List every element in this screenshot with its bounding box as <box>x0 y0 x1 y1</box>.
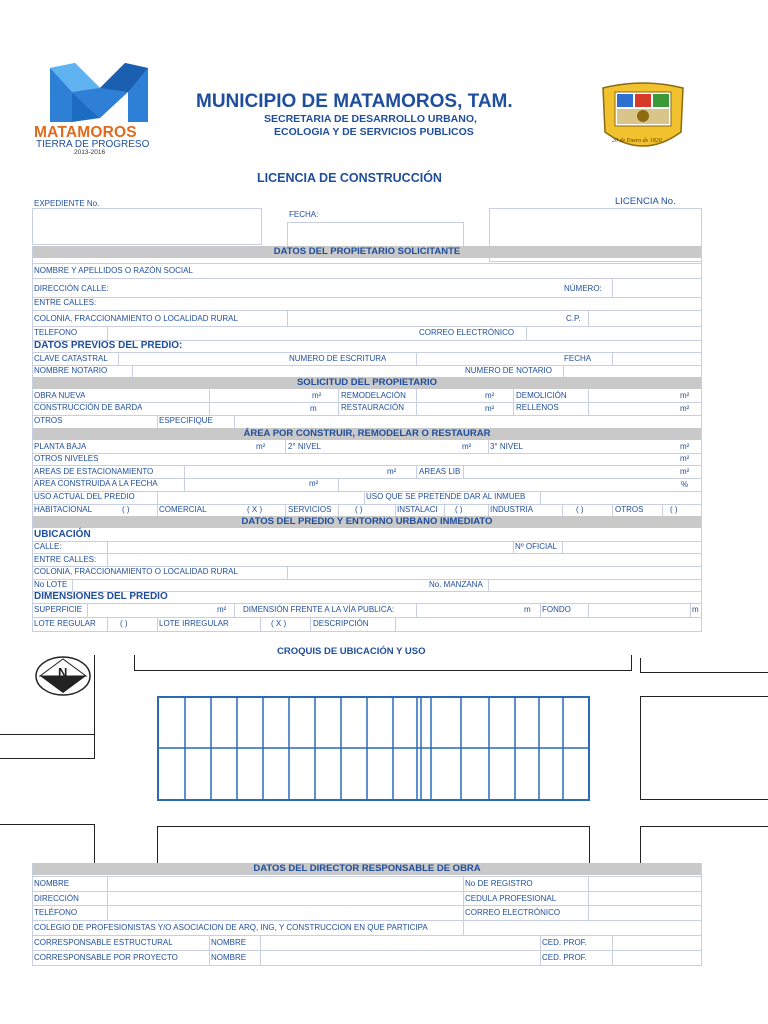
telefono-label: TELEFONO <box>34 328 78 337</box>
section-header-director: DATOS DEL DIRECTOR RESPONSABLE DE OBRA <box>32 863 702 875</box>
page-title: MUNICIPIO DE MATAMOROS, TAM. <box>196 91 513 112</box>
m2-unit: m² <box>680 442 690 451</box>
entre-calles-label: ENTRE CALLES: <box>34 298 97 307</box>
construida-label: AREA CONSTRUIDA A LA FECHA <box>34 479 158 488</box>
rellenos-label: RELLENOS <box>516 403 559 412</box>
nivel3-label: 3° NIVEL <box>490 442 523 451</box>
uso-actual-label: USO ACTUAL DEL PREDIO <box>34 492 135 501</box>
m2-unit: m² <box>312 391 322 400</box>
block-top-right <box>640 658 768 673</box>
servicios-label: SERVICIOS <box>288 505 332 514</box>
m-unit: m <box>692 605 699 614</box>
estructural-cedula-label: CED. PROF. <box>542 938 587 947</box>
director-nombre-label: NOMBRE <box>34 879 70 888</box>
page-subtitle-1: SECRETARIA DE DESARROLLO URBANO, <box>264 113 477 125</box>
m2-unit: m² <box>680 391 690 400</box>
m-unit: m <box>310 404 317 413</box>
registro-label: No DE REGISTRO <box>465 879 533 888</box>
section-title-ubicacion: UBICACIÓN <box>34 529 91 540</box>
correo-label: CORREO ELECTRÓNICO <box>419 328 515 337</box>
colegio-label: COLEGIO DE PROFESIONISTAS Y/O ASOCIACION DE ARQ, ING, Y CONSTRUCCION EN QUE PARTICIPA <box>34 923 428 932</box>
building-block <box>157 696 590 801</box>
servicios-check[interactable]: ( ) <box>355 505 363 514</box>
direccion-label: DIRECCIÓN CALLE: <box>34 284 109 293</box>
section-header-propietario: DATOS DEL PROPIETARIO SOLICITANTE <box>32 246 702 258</box>
habitacional-label: HABITACIONAL <box>34 505 93 514</box>
comercial-label: COMERCIAL <box>159 505 207 514</box>
frente-label: DIMENSIÓN FRENTE A LA VÍA PUBLICA: <box>243 605 395 614</box>
expediente-label: EXPEDIENTE No. <box>34 199 100 208</box>
otros-niveles-label: OTROS NIVELES <box>34 454 99 463</box>
croquis-title: CROQUIS DE UBICACIÓN Y USO <box>277 646 426 657</box>
proyecto-nombre-label: NOMBRE <box>211 953 247 962</box>
section-title-dimensiones: DIMENSIONES DEL PREDIO <box>34 591 168 602</box>
m2-unit: m² <box>680 467 690 476</box>
proyecto-label: CORRESPONSABLE POR PROYECTO <box>34 953 178 962</box>
manzana-label: No. MANZANA <box>429 580 483 589</box>
m2-unit: m² <box>680 454 690 463</box>
m-unit: m <box>524 605 531 614</box>
superficie-label: SUPERFICIE <box>34 605 83 614</box>
escritura-label: NUMERO DE ESCRITURA <box>289 354 387 363</box>
entorno-entre-calles-label: ENTRE CALLES: <box>34 555 97 564</box>
m2-unit: m² <box>485 404 495 413</box>
page-subtitle-2: ECOLOGIA Y DE SERVICIOS PUBLICOS <box>274 126 474 138</box>
planta-baja-label: PLANTA BAJA <box>34 442 87 451</box>
m2-unit: m² <box>485 391 495 400</box>
fecha-previos-label: FECHA <box>564 354 592 363</box>
proyecto-cedula-label: CED. PROF. <box>542 953 587 962</box>
clave-label: CLAVE CATASTRAL <box>34 354 108 363</box>
industria-check[interactable]: ( ) <box>576 505 584 514</box>
expediente-input[interactable] <box>32 208 262 245</box>
lote-irregular-label: LOTE IRREGULAR <box>159 619 229 628</box>
industria-label: INDUSTRIA <box>490 505 534 514</box>
estacionamiento-label: AREAS DE ESTACIONAMIENTO <box>34 467 154 476</box>
director-direccion-label: DIRECCIÓN <box>34 894 79 903</box>
m2-unit: m² <box>217 605 227 614</box>
calle-label: CALLE: <box>34 542 62 551</box>
coat-of-arms-icon <box>597 80 689 156</box>
demolicion-label: DEMOLICIÓN <box>516 391 567 400</box>
director-correo-label: CORREO ELECTRÓNICO <box>465 908 561 917</box>
fecha-label: FECHA: <box>289 210 319 219</box>
nombre-label: NOMBRE Y APELLIDOS O RAZÓN SOCIAL <box>34 266 193 275</box>
especifique-label: ESPECIFIQUE <box>159 416 213 425</box>
block-bottom-center <box>157 826 590 864</box>
lote-regular-label: LOTE REGULAR <box>34 619 96 628</box>
m2-unit: m² <box>680 404 690 413</box>
m2-unit: m² <box>387 467 397 476</box>
brand-name: MATAMOROS <box>34 124 137 141</box>
otros-uso-label: OTROS <box>615 505 644 514</box>
m2-unit: m² <box>256 442 266 451</box>
percent-unit: % <box>681 480 689 489</box>
block-right <box>640 696 768 800</box>
instalaciones-check[interactable]: ( ) <box>455 505 463 514</box>
notario-nombre-label: NOMBRE NOTARIO <box>34 366 108 375</box>
section-header-solicitud: SOLICITUD DEL PROPIETARIO <box>32 377 702 389</box>
seal-date: 20 de Enero de 1820 <box>612 138 662 144</box>
remodelacion-label: REMODELACIÓN <box>341 391 406 400</box>
estructural-nombre-label: NOMBRE <box>211 938 247 947</box>
otros-uso-check[interactable]: ( ) <box>670 505 678 514</box>
north-label: N <box>58 665 68 680</box>
m2-unit: m² <box>309 479 319 488</box>
nivel2-label: 2° NIVEL <box>288 442 321 451</box>
habitacional-check[interactable]: ( ) <box>122 505 130 514</box>
block-bottom-left <box>0 824 95 864</box>
comercial-check[interactable]: ( X ) <box>247 505 263 514</box>
colonia-label: COLONIA, FRACCIONAMIENTO O LOCALIDAD RURAL <box>34 314 238 323</box>
municipal-seal <box>597 80 689 156</box>
uso-pretende-label: USO QUE SE PRETENDE DAR AL INMUEB <box>366 492 526 501</box>
brand-tagline: TIERRA DE PROGRESO <box>36 139 150 150</box>
lote-irregular-check[interactable]: ( X ) <box>271 619 287 628</box>
cedula-label: CEDULA PROFESIONAL <box>465 894 557 903</box>
obra-nueva-label: OBRA NUEVA <box>34 391 86 400</box>
block-top-center <box>134 655 632 671</box>
notario-numero-label: NUMERO DE NOTARIO <box>465 366 552 375</box>
cp-label: C.P. <box>566 314 581 323</box>
director-telefono-label: TELÉFONO <box>34 908 78 917</box>
oficial-label: Nº OFICIAL <box>515 542 558 551</box>
section-header-area: ÁREA POR CONSTRUIR, REMODELAR O RESTAURAR <box>32 428 702 440</box>
section-header-entorno: DATOS DEL PREDIO Y ENTORNO URBANO INMEDIATO <box>32 516 702 528</box>
otros-label: OTROS <box>34 416 63 425</box>
estructural-label: CORRESPONSABLE ESTRUCTURAL <box>34 938 173 947</box>
descripcion-label: DESCRIPCIÓN <box>313 619 369 628</box>
m2-unit: m² <box>462 442 472 451</box>
barda-label: CONSTRUCCIÓN DE BARDA <box>34 403 143 412</box>
fondo-label: FONDO <box>542 605 571 614</box>
block-left-lower <box>0 715 95 759</box>
entorno-colonia-label: COLONIA, FRACCIONAMIENTO O LOCALIDAD RURAL <box>34 567 238 576</box>
form-title: LICENCIA DE CONSTRUCCIÓN <box>257 171 442 185</box>
section-title-previos: DATOS PREVIOS DEL PREDIO: <box>34 340 183 351</box>
brand-years: 2013-2016 <box>74 149 106 156</box>
block-bottom-right <box>640 826 768 864</box>
licencia-label: LICENCIA No. <box>615 196 676 207</box>
areas-libres-label: AREAS LIB <box>419 467 461 476</box>
lote-label: No LOTE <box>34 580 68 589</box>
restauracion-label: RESTAURACIÓN <box>341 403 404 412</box>
fecha-input[interactable] <box>287 222 464 248</box>
lote-regular-check[interactable]: ( ) <box>120 619 128 628</box>
numero-label: NÚMERO: <box>564 284 602 293</box>
instalaciones-label: INSTALACI <box>397 505 438 514</box>
